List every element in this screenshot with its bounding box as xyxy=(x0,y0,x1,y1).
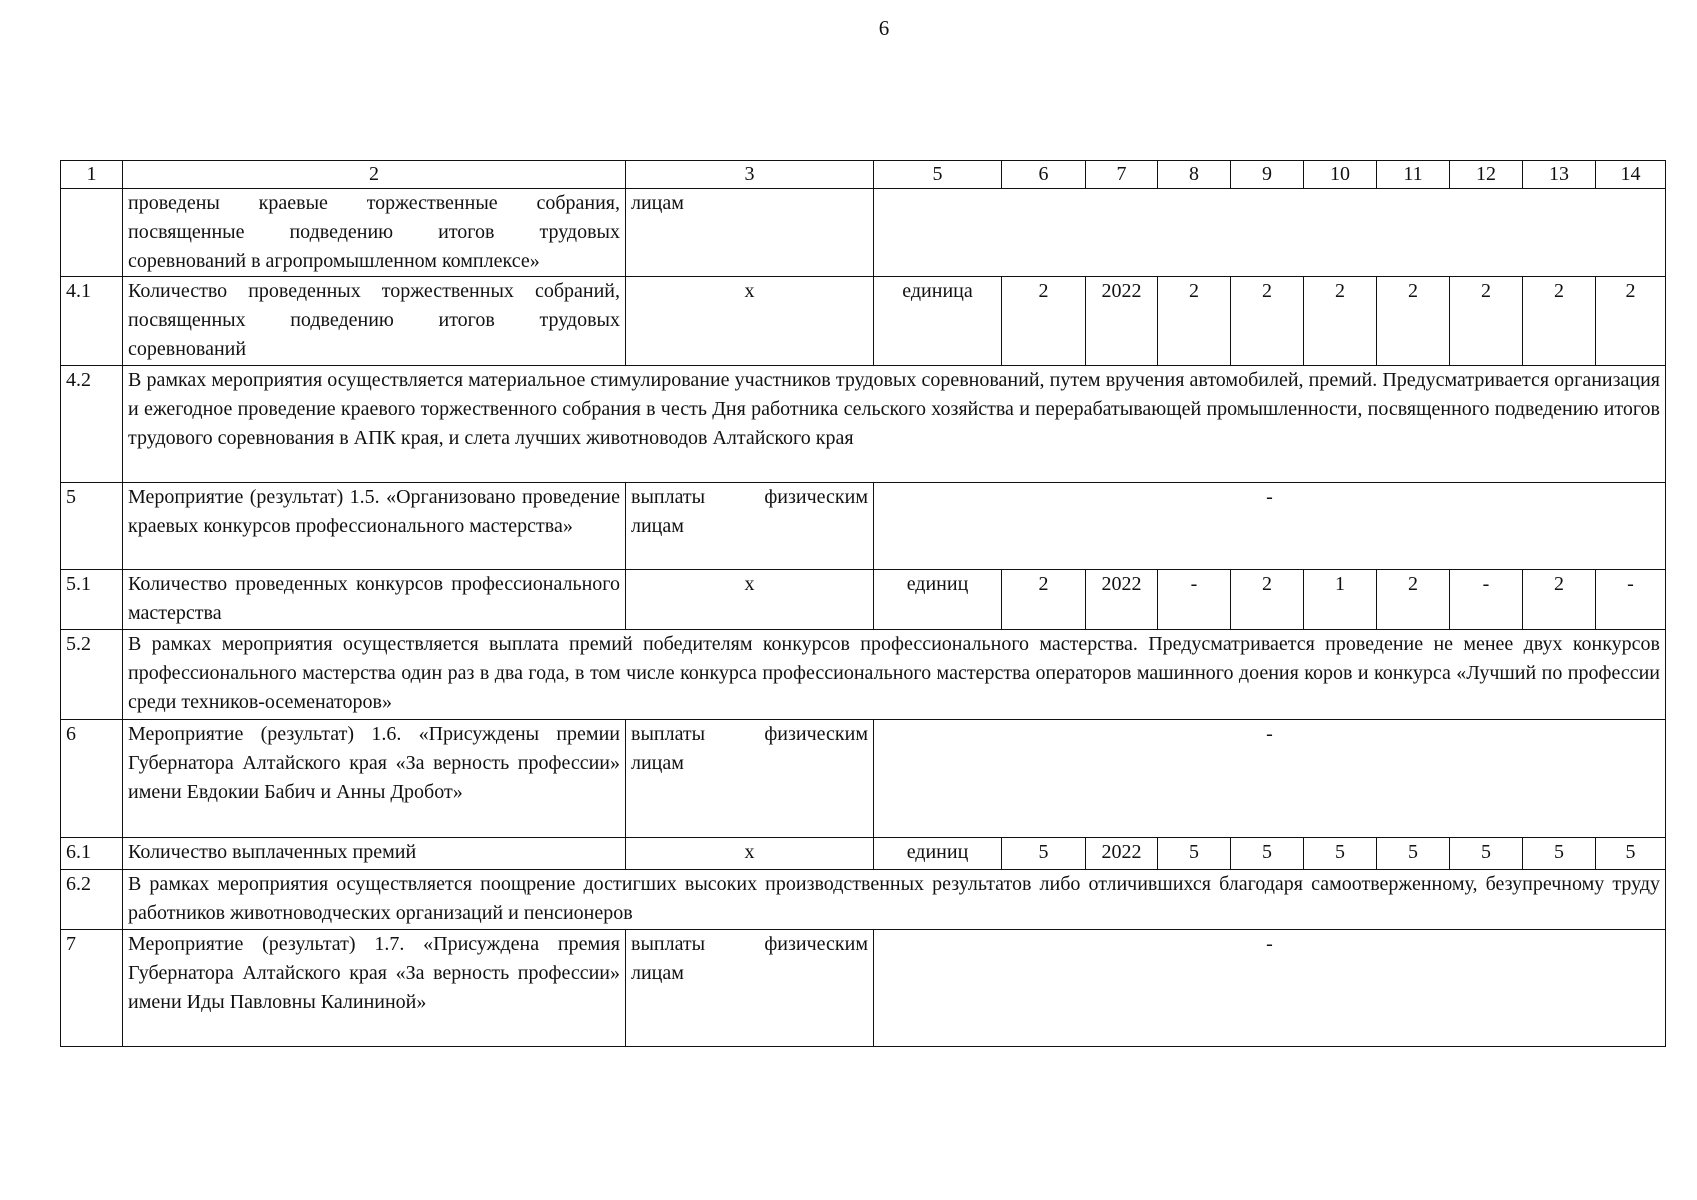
year-value: 5 xyxy=(1304,838,1377,870)
table-row xyxy=(61,930,1666,1047)
year-value: 2 xyxy=(1158,277,1231,366)
table-row xyxy=(61,483,1666,570)
header-cell: 10 xyxy=(1304,161,1377,189)
base-value: 2 xyxy=(1002,570,1086,630)
year-value: 2 xyxy=(1304,277,1377,366)
header-cell: 8 xyxy=(1158,161,1231,189)
indicator-name: Количество выплаченных премий xyxy=(123,838,626,870)
year-value: 2 xyxy=(1231,570,1304,630)
year-value: - xyxy=(1596,570,1666,630)
year-value: 5 xyxy=(1377,838,1450,870)
unit: единиц xyxy=(874,838,1002,870)
year-value: 2 xyxy=(1523,570,1596,630)
row-number: 4.1 xyxy=(61,277,123,366)
header-row xyxy=(61,161,1666,189)
payment-type: выплаты физическим лицам xyxy=(626,483,874,570)
year-value: - xyxy=(1158,570,1231,630)
header-cell: 9 xyxy=(1231,161,1304,189)
header-cell: 3 xyxy=(626,161,874,189)
table-row xyxy=(61,720,1666,838)
year-value: 5 xyxy=(1231,838,1304,870)
year-value: 2 xyxy=(1231,277,1304,366)
header-cell: 1 xyxy=(61,161,123,189)
measure-description: В рамках мероприятия осуществляется материальное стимулирование участников трудовых соревнований, путем вручения автомобилей, премий. Предусматривается организация и ежегодное проведение краевого торжественного собрания в честь Дня работника сельского хозяйства и перерабатывающей промышленности, посвященного подведению итогов трудового соревнования в АПК края, и слета лучших животноводов Алтайского края xyxy=(123,366,1666,483)
table-row xyxy=(61,630,1666,720)
unit: единица xyxy=(874,277,1002,366)
year-value: 5 xyxy=(1158,838,1231,870)
indicator-name: Количество проведенных торжественных собраний, посвященных подведению итогов трудовых соревнований xyxy=(123,277,626,366)
base-year: 2022 xyxy=(1086,277,1158,366)
row-number: 6.2 xyxy=(61,870,123,930)
indicators-table xyxy=(60,160,1666,1047)
payment-type: выплаты физическим лицам xyxy=(626,720,874,838)
year-value: 2 xyxy=(1596,277,1666,366)
row-number: 5 xyxy=(61,483,123,570)
header-cell: 5 xyxy=(874,161,1002,189)
row-number xyxy=(61,189,123,277)
header-cell: 2 xyxy=(123,161,626,189)
empty-cell xyxy=(874,189,1666,277)
measure-description: В рамках мероприятия осуществляется поощрение достигших высоких производственных результатов либо отличившихся благодаря самоотверженному, безупречному труду работников животноводческих организаций и пенсионеров xyxy=(123,870,1666,930)
year-value: 5 xyxy=(1596,838,1666,870)
year-value: 5 xyxy=(1523,838,1596,870)
base-value: 5 xyxy=(1002,838,1086,870)
base-year: 2022 xyxy=(1086,838,1158,870)
measure-name: Мероприятие (результат) 1.5. «Организовано проведение краевых конкурсов профессионального мастерства» xyxy=(123,483,626,570)
payment-type: х xyxy=(626,277,874,366)
dash-cell: - xyxy=(874,720,1666,838)
payment-type: выплаты физическим лицам xyxy=(626,930,874,1047)
row-number: 4.2 xyxy=(61,366,123,483)
table-row xyxy=(61,189,1666,277)
table-row xyxy=(61,570,1666,630)
row-number: 5.1 xyxy=(61,570,123,630)
dash-cell: - xyxy=(874,930,1666,1047)
dash-cell: - xyxy=(874,483,1666,570)
row-number: 5.2 xyxy=(61,630,123,720)
year-value: 2 xyxy=(1377,277,1450,366)
measure-name: Мероприятие (результат) 1.7. «Присуждена премия Губернатора Алтайского края «За верность профессии» имени Иды Павловны Калининой» xyxy=(123,930,626,1047)
payment-type: х xyxy=(626,838,874,870)
payment-type: лицам xyxy=(626,189,874,277)
year-value: 2 xyxy=(1377,570,1450,630)
row-number: 6 xyxy=(61,720,123,838)
measure-name: проведены краевые торжественные собрания, посвященные подведению итогов трудовых соревнований в агропромышленном комплексе» xyxy=(123,189,626,277)
header-cell: 14 xyxy=(1596,161,1666,189)
base-value: 2 xyxy=(1002,277,1086,366)
measure-description: В рамках мероприятия осуществляется выплата премий победителям конкурсов профессионального мастерства. Предусматривается проведение не менее двух конкурсов профессионального мастерства один раз в два года, в том числе конкурса профессионального мастерства операторов машинного доения коров и конкурса «Лучший по профессии среди техников-осеменаторов» xyxy=(123,630,1666,720)
page-number: 6 xyxy=(878,16,890,40)
year-value: - xyxy=(1450,570,1523,630)
row-number: 6.1 xyxy=(61,838,123,870)
header-cell: 12 xyxy=(1450,161,1523,189)
year-value: 2 xyxy=(1523,277,1596,366)
year-value: 5 xyxy=(1450,838,1523,870)
table-row xyxy=(61,870,1666,930)
year-value: 1 xyxy=(1304,570,1377,630)
table-row xyxy=(61,838,1666,870)
header-cell: 6 xyxy=(1002,161,1086,189)
year-value: 2 xyxy=(1450,277,1523,366)
header-cell: 7 xyxy=(1086,161,1158,189)
header-cell: 13 xyxy=(1523,161,1596,189)
base-year: 2022 xyxy=(1086,570,1158,630)
unit: единиц xyxy=(874,570,1002,630)
payment-type: х xyxy=(626,570,874,630)
table-row xyxy=(61,366,1666,483)
row-number: 7 xyxy=(61,930,123,1047)
table-row xyxy=(61,277,1666,366)
indicator-name: Количество проведенных конкурсов профессионального мастерства xyxy=(123,570,626,630)
header-cell: 11 xyxy=(1377,161,1450,189)
measure-name: Мероприятие (результат) 1.6. «Присуждены премии Губернатора Алтайского края «За верность профессии» имени Евдокии Бабич и Анны Дробот» xyxy=(123,720,626,838)
